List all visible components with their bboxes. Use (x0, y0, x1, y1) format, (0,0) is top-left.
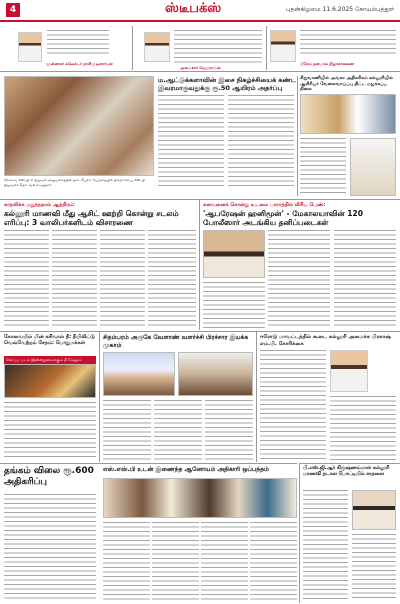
article-text (330, 396, 396, 460)
article-text (203, 282, 265, 328)
group-photo (103, 478, 297, 518)
farm-camp-photo-2 (178, 352, 253, 396)
article-text (52, 230, 97, 328)
text-block (300, 30, 396, 56)
article-text (352, 534, 396, 600)
article-text (205, 400, 253, 460)
article-text (4, 230, 49, 328)
article-text (158, 95, 224, 187)
text-block (47, 30, 109, 56)
article-text (303, 490, 348, 600)
top-caption-4: பிரேம் தனபால் நிழாகர்கணை (300, 61, 355, 66)
photo-caption: கோவை எஸ்.பி.சி நிறுவன அலுவலகத்தில் நடைபெற்ற பேருதையில் நிகழ்ச்சியை எஸ்.பி. நிறுவனர் தொடங்கி வைத்தார். (4, 178, 146, 187)
text-block (174, 30, 262, 64)
headline-story-a: ம.ஆட்டுக்களாவின் இசை நிகழ்ச்சியைக் கண்ட இவரமாகுவதுக்கு ரூ.50 ஆயிரம் அதர்ப்பு (158, 76, 296, 92)
article-text (201, 522, 248, 600)
student-photo (352, 490, 396, 530)
article-text (300, 138, 346, 196)
newspaper-logo: ஸ்டீபக்ஸ் (165, 1, 222, 16)
top-caption-3: அமைச்சர் ஜெயராமன் (180, 65, 221, 70)
headline-story-g: ஈரோடு மாவட்டத்தில் கூடை கல்லூரி அமைக்க பிரகாஷ் எம்.பி. கோரிக்கை (260, 334, 392, 347)
red-note: கோப்பு படம் இன்னதுமைக்கும் தீ மேலும் (4, 356, 96, 370)
article-text (4, 402, 96, 460)
top-caption-1: முன்னாள் கலெக்டர் நாசிமுடினாவன் (46, 61, 113, 66)
campus-photo (300, 94, 396, 134)
kicker-story-c: காதலிக்க மறுத்ததால் ஆத்திரம்: (4, 202, 76, 208)
article-text (154, 400, 202, 460)
headline-story-j: பி.எஸ்.ஜி.ஆர் கிருஷ்ணம்மாள் கல்லூரி மாணவி தடகள போட்டியில் சாதனை (303, 466, 390, 477)
headline-story-i: தங்கம் விலை ரூ.600 அதிகரிப்பு (4, 466, 94, 487)
portrait-photo-2 (270, 30, 296, 62)
event-photo (4, 76, 154, 176)
document-photo (350, 138, 396, 196)
article-text (334, 230, 396, 328)
kicker-story-d: கனவனைக் கொன்று உடலை பாராத்தில் வீசிய பெண்: (203, 202, 326, 208)
article-text (103, 522, 150, 600)
article-text (100, 230, 145, 328)
headline-story-b: சிறுவாணியில் அங்கா அதிகரிகம் கல்லூரியில் ஆசிரியர் வேலைவாய்ப்பு திட்ட மதுக்கப்ப நிலை (300, 76, 393, 92)
headline-story-c: கல்லூரி மாணவி மீது ஆசிட் ஊற்றி கொன்று சடலம் எரிப்பு: 3 வாலிபர்களிடம் விசாரணை (4, 209, 179, 227)
headline-story-e: கோவையில் மின் கசிவால் தீ: தீயிலிட்டு வெவ்வேற்றம் சேதம்: பொதுமக்கள் (4, 334, 95, 347)
farm-camp-photo-1 (103, 352, 175, 396)
article-text (4, 494, 96, 600)
mp-photo (330, 350, 368, 392)
issue-date: புதன்கிழமை 11.6.2025 கோயம்புத்தூர் (286, 6, 394, 13)
minister-photo (144, 32, 170, 62)
article-text (228, 95, 294, 187)
article-text (103, 400, 151, 460)
article-text (148, 230, 196, 328)
headline-story-f: சிதம்பரம் அருகே வேளாண் வளர்ச்சி பிரச்சார இயக்க முகாம் (103, 334, 249, 349)
article-text (260, 350, 326, 460)
couple-photo (203, 230, 265, 278)
fire-photo (4, 364, 96, 398)
page-number: 4 (6, 3, 20, 17)
article-text (268, 230, 330, 328)
top-strip (0, 24, 400, 72)
headline-story-d: 'ஆபரேஷன் ஹனிமூன்' - மேகாலயாவின் 120 போலீஸார் அடங்கிய தனிப்படைகள் (203, 209, 363, 227)
article-text (250, 522, 297, 600)
article-text (152, 522, 199, 600)
masthead (0, 0, 400, 22)
headline-story-h: எஸ்.எஸ்.பி உடன் இணைந்த ஆனோயம் அதிகாரி ஒப்பந்தம் (103, 466, 269, 473)
portrait-photo (18, 32, 42, 62)
